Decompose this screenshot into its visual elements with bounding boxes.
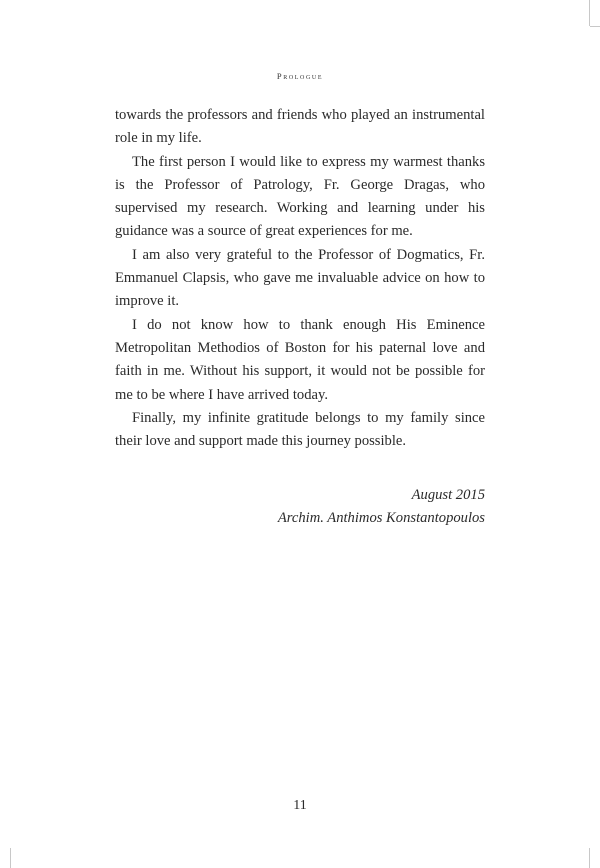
crop-mark-right-top bbox=[590, 26, 600, 27]
paragraph-3: I am also very grateful to the Professor of Dogmatics, Fr. Emmanuel Clapsis, who gave me invaluable advice on how to improve it. bbox=[115, 246, 485, 310]
page-number: 11 bbox=[293, 798, 307, 813]
crop-mark-bottom-left bbox=[10, 848, 11, 868]
paragraph-4: I do not know how to thank enough His Eminence Metropolitan Methodios of Boston for his paternal love and faith in me. Without his support, it would not be possible for me to be where I have arrived today. bbox=[115, 316, 485, 403]
body-text bbox=[115, 104, 485, 453]
signature-author: Archim. Anthimos Konstantopoulos bbox=[277, 510, 485, 527]
paragraph-2: The first person I would like to express my warmest thanks is the Professor of Patrology, Fr. George Dragas, who supervised my research. Working and learning under his guidance was a source of great experiences for me. bbox=[115, 153, 485, 240]
crop-mark-bottom-right bbox=[589, 848, 590, 868]
signature-date: August 2015 bbox=[411, 487, 485, 503]
paragraph-5: Finally, my infinite gratitude belongs to my family since their love and support made this journey possible. bbox=[115, 409, 485, 450]
signature-block bbox=[278, 484, 485, 531]
running-head: Prologue bbox=[276, 71, 324, 81]
crop-mark-top-right bbox=[589, 0, 590, 26]
paragraph-1: towards the professors and friends who played an instrumental role in my life. bbox=[115, 107, 485, 147]
